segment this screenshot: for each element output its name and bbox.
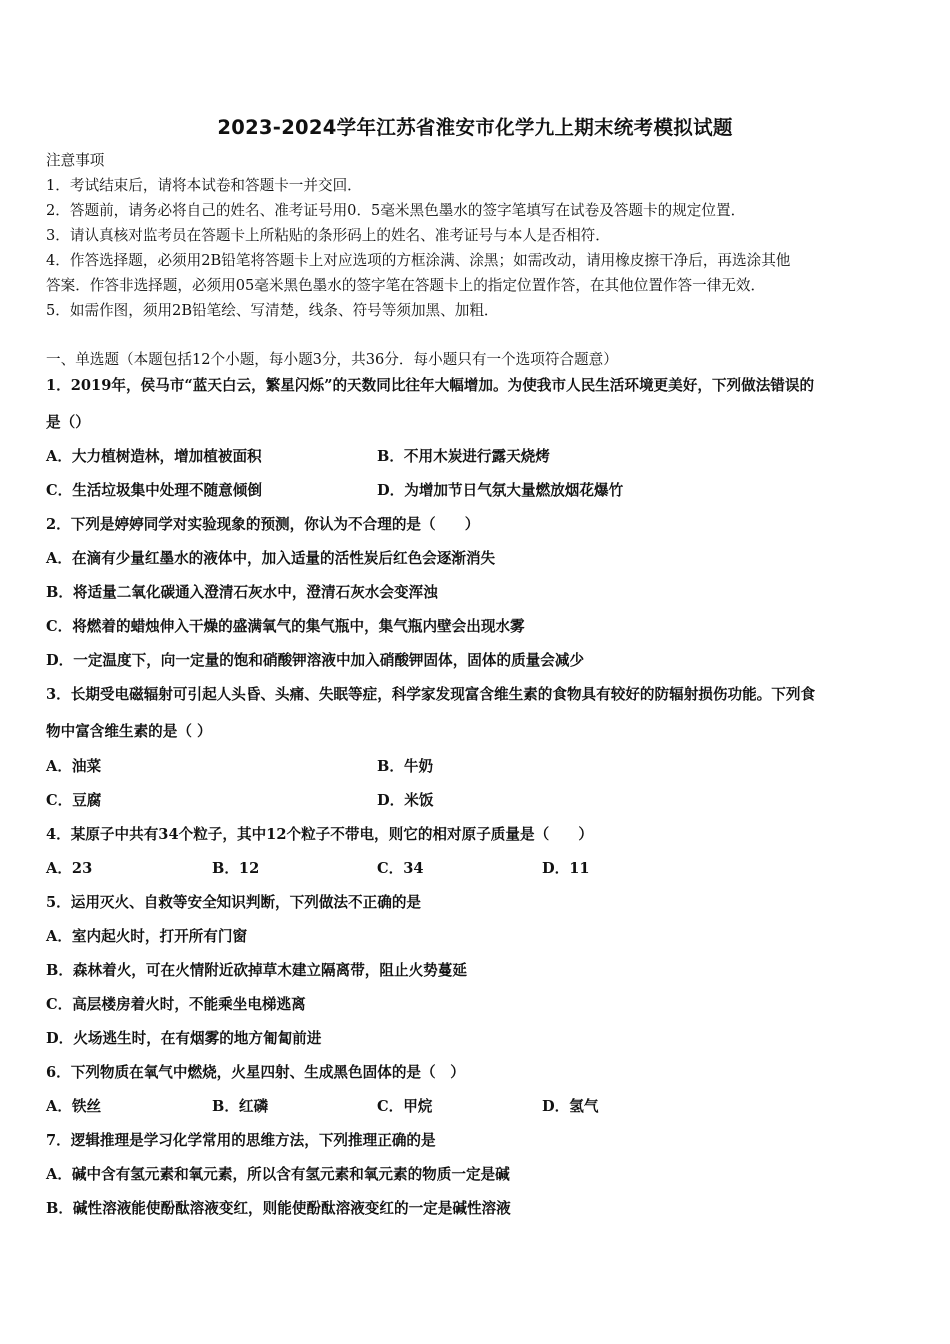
question-stem: 3．长期受电磁辐射可引起人头昏、头痛、失眠等症，科学家发现富含维生素的食物具有较好的防辐射损伤功能。下列食 [46,686,816,703]
option-b: B．将适量二氧化碳通入澄清石灰水中，澄清石灰水会变浑浊 [46,584,438,601]
option-b: B．碱性溶液能使酚酞溶液变红，则能使酚酞溶液变红的一定是碱性溶液 [46,1200,511,1217]
question-stem: 7．逻辑推理是学习化学常用的思维方法，下列推理正确的是 [46,1132,436,1149]
option-a: A．油菜 [46,758,102,775]
option-a: A．碱中含有氢元素和氧元素，所以含有氢元素和氧元素的物质一定是碱 [46,1166,510,1183]
option-b: B．森林着火，可在火情附近砍掉草木建立隔离带，阻止火势蔓延 [46,962,467,979]
notice-item: 4．作答选择题，必须用2B铅笔将答题卡上对应选项的方框涂满、涂黑；如需改动，请用橡皮擦干净后，再选涂其他 [46,252,791,269]
option-a: A．23 [46,860,93,877]
option-a: A．室内起火时，打开所有门窗 [46,928,248,945]
notice-item: 答案．作答非选择题，必须用05毫米黑色墨水的签字笔在答题卡上的指定位置作答，在其他位置作答一律无效． [46,277,766,294]
question-stem: 1．2019年，侯马市“蓝天白云，繁星闪烁”的天数同比往年大幅增加。为使我市人民生活环境更美好，下列做法错误的 [46,377,815,394]
option-b: B．红磷 [212,1098,269,1115]
option-c: C．豆腐 [46,792,102,809]
option-c: C．将燃着的蜡烛伸入干燥的盛满氧气的集气瓶中，集气瓶内壁会出现水雾 [46,618,525,635]
notice-item: 5．如需作图，须用2B铅笔绘、写清楚，线条、符号等须加黑、加粗． [46,302,499,319]
option-a: A．铁丝 [46,1098,102,1115]
question-stem: 2．下列是婷婷同学对实验现象的预测，你认为不合理的是（ ） [46,516,480,533]
option-d: D．米饭 [377,792,434,809]
option-c: C．甲烷 [377,1098,433,1115]
notice-heading: 注意事项 [46,152,105,169]
question-stem: 6．下列物质在氧气中燃烧，火星四射、生成黑色固体的是（ ） [46,1064,465,1081]
notice-item: 3．请认真核对监考员在答题卡上所粘贴的条形码上的姓名、准考证号与本人是否相符． [46,227,610,244]
option-d: D．一定温度下，向一定量的饱和硝酸钾溶液中加入硝酸钾固体，固体的质量会减少 [46,652,585,669]
question-stem: 5．运用灭火、自救等安全知识判断，下列做法不正确的是 [46,894,422,911]
option-d: D．氢气 [542,1098,599,1115]
option-d: D．火场逃生时，在有烟雾的地方匍匐前进 [46,1030,322,1047]
notice-item: 2．答题前，请务必将自己的姓名、准考证号用0．5毫米黑色墨水的签字笔填写在试卷及答题卡的规定位置． [46,202,746,219]
notice-item: 1．考试结束后，请将本试卷和答题卡一并交回． [46,177,362,194]
option-b: B．不用木炭进行露天烧烤 [377,448,550,465]
option-d: D．11 [542,860,590,877]
option-c: C．34 [377,860,424,877]
question-stem: 4．某原子中共有34个粒子，其中12个粒子不带电，则它的相对原子质量是（ ） [46,826,593,843]
option-a: A．在滴有少量红墨水的液体中，加入适量的活性炭后红色会逐渐消失 [46,550,496,567]
question-stem: 物中富含维生素的是（ ） [46,723,212,740]
page-title: 2023-2024学年江苏省淮安市化学九上期末统考模拟试题 [217,116,733,139]
option-a: A．大力植树造林，增加植被面积 [46,448,262,465]
section-heading: 一、单选题（本题包括12个小题，每小题3分，共36分．每小题只有一个选项符合题意） [46,351,618,368]
option-c: C．高层楼房着火时，不能乘坐电梯逃离 [46,996,306,1013]
question-stem: 是（） [46,414,90,431]
option-d: D．为增加节日气氛大量燃放烟花爆竹 [377,482,624,499]
option-b: B．牛奶 [377,758,434,775]
option-c: C．生活垃圾集中处理不随意倾倒 [46,482,262,499]
option-b: B．12 [212,860,260,877]
